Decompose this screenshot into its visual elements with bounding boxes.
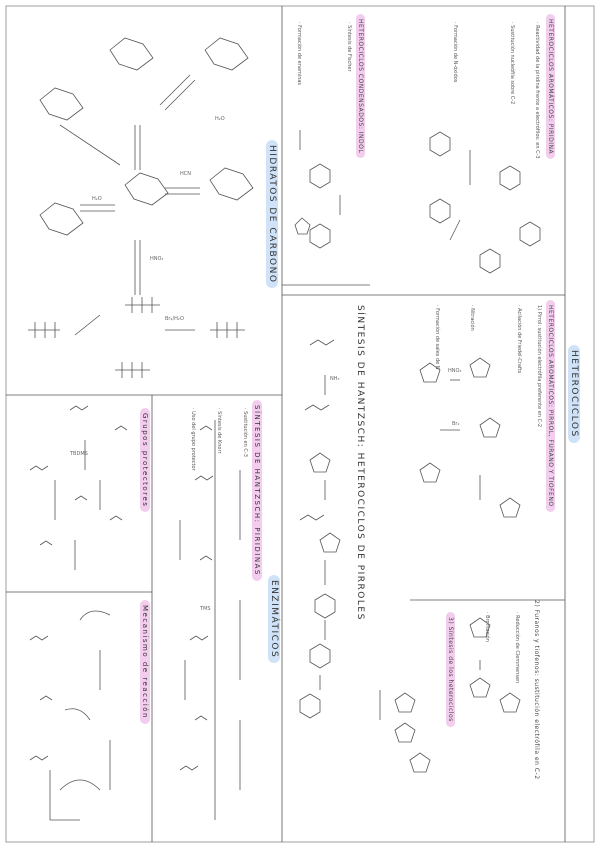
note-3: · Formación de N-óxidos (452, 22, 458, 83)
note-4: 1) Pirrol: sustitución electrófila preferente en C-2 (536, 305, 542, 428)
svg-text:NH₃: NH₃ (330, 376, 340, 382)
note-8: · Bromación (484, 612, 490, 642)
section-title-sintesis-piridinas: SÍNTESIS DE HANTZSCH: PIRIDINAS (252, 400, 262, 581)
heading-piridina: HETEROCICLOS AROMÁTICOS: PIRIDINA (546, 14, 555, 159)
svg-text:Br₂/H₂O: Br₂/H₂O (165, 316, 184, 322)
section-title-enzimas: ENZIMÁTICOS (268, 575, 280, 663)
section-title-mecanismo: Mecanismo de reacción (140, 600, 150, 724)
heading-furanos: 2) Furanos y tiofenos: sustitución electrófila en C-2 (533, 600, 540, 780)
note-6: · Nitración (469, 305, 475, 331)
note-2: · Sustitución nucleófila sobre C-2 (509, 22, 515, 105)
note-14: · Uso del grupo protector (190, 408, 196, 471)
section-title-heterociclos: HETEROCICLOS (568, 345, 580, 443)
svg-text:Br₂: Br₂ (452, 421, 460, 427)
svg-text:H₂O: H₂O (215, 116, 225, 122)
note-1: · Reactividad de la piridina frente a electrófilos: en C-3 (534, 22, 540, 159)
svg-text:TMS: TMS (200, 606, 211, 612)
note-12: · Sustitución en C-3 (242, 408, 248, 457)
svg-text:HNO₃: HNO₃ (448, 368, 462, 374)
note-13: · Síntesis de Knorr (216, 408, 222, 454)
heading-sintesis-aro: 3) Síntesis de los heterociclos (446, 612, 455, 727)
note-10: · Síntesis de Fischer (346, 22, 352, 72)
heading-indol: HETEROCICLOS CONDENSADOS: INDOL (356, 14, 365, 158)
note-11: · Formación de enaminas (296, 22, 302, 86)
section-title-sintesis-pirroles: SÍNTESIS DE HANTZSCH: HETEROCICLOS DE PIRROLES (355, 305, 365, 621)
svg-text:HNO₃: HNO₃ (150, 256, 164, 262)
note-7: · Formación de sales de N (434, 305, 440, 370)
svg-text:TBDMS: TBDMS (70, 451, 88, 457)
section-title-hidratos: HIDRATOS DE CARBONO (266, 140, 278, 288)
svg-text:HCN: HCN (180, 171, 191, 177)
section-title-grupos-protectores: Grupos protectores (140, 408, 150, 512)
note-9: · Reducción de Clemmensen (514, 612, 520, 684)
note-5: · Acilación de Friedel-Crafts (516, 305, 522, 374)
heading-pirrol-furano-tiofeno: HETEROCICLOS AROMÁTICOS: PIRROL, FURANO Y TIOFENO (546, 300, 555, 512)
svg-text:H₂O: H₂O (92, 196, 102, 202)
